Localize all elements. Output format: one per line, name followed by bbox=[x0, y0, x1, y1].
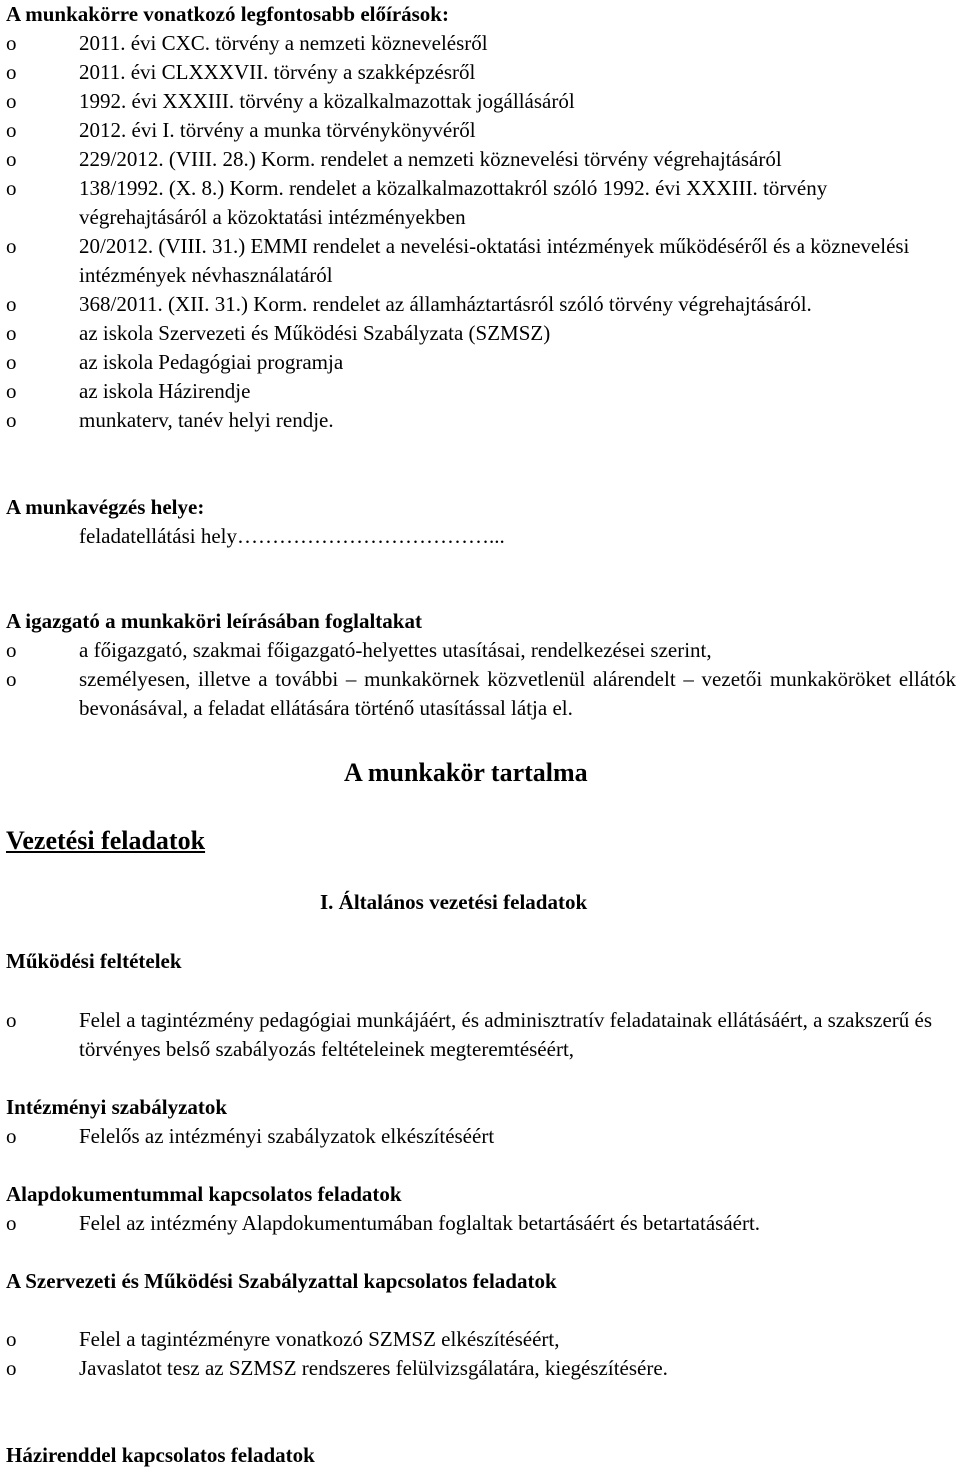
bullet-icon: o bbox=[6, 234, 17, 258]
bullet-icon: o bbox=[6, 638, 17, 662]
director-list bbox=[6, 636, 956, 723]
director-heading: A igazgató a munkaköri leírásában foglaltakat bbox=[6, 609, 422, 633]
founding-list bbox=[6, 1209, 956, 1238]
list-item: o 20/2012. (VIII. 31.) EMMI rendelet a nevelési-oktatási intézmények működéséről és a köznevelési intézmények névhasználatáról bbox=[6, 234, 910, 287]
bullet-icon: o bbox=[6, 176, 17, 200]
bullet-icon: o bbox=[6, 1124, 17, 1148]
workplace-section bbox=[6, 493, 956, 551]
operating-heading: Működési feltételek bbox=[6, 949, 182, 973]
szmsz-list bbox=[6, 1325, 956, 1383]
list-item: o Felel a tagintézményre vonatkozó SZMSZ elkészítéséért, bbox=[6, 1325, 956, 1354]
bullet-icon: o bbox=[6, 1008, 17, 1032]
director-section bbox=[6, 607, 956, 723]
list-item: o Felelős az intézményi szabályzatok elkészítéséért bbox=[6, 1122, 956, 1151]
bullet-icon: o bbox=[6, 1356, 17, 1380]
list-item: o 368/2011. (XII. 31.) Korm. rendelet az államháztartásról szóló törvény végrehajtásáról. bbox=[6, 290, 956, 319]
regulations-heading: Intézményi szabályzatok bbox=[6, 1095, 228, 1119]
list-item: o munkaterv, tanév helyi rendje. bbox=[6, 406, 956, 435]
rules-list bbox=[6, 29, 956, 435]
bullet-icon: o bbox=[6, 321, 17, 345]
list-item: o személyesen, illetve a további – munkakörnek közvetlenül alárendelt – vezetői munkaköröket ellátók bevonásával, a feladat ellátására történő utasítással látja el. bbox=[6, 667, 956, 720]
operating-list bbox=[6, 1006, 956, 1064]
bullet-icon: o bbox=[6, 1211, 17, 1235]
list-item: o 2011. évi CXC. törvény a nemzeti köznevelésről bbox=[6, 29, 956, 58]
bullet-icon: o bbox=[6, 89, 17, 113]
leader-tasks-heading: Vezetési feladatok bbox=[6, 826, 206, 855]
list-item: o 229/2012. (VIII. 28.) Korm. rendelet a nemzeti köznevelési törvény végrehajtásáról bbox=[6, 145, 956, 174]
rules-section bbox=[6, 0, 956, 435]
founding-heading: Alapdokumentummal kapcsolatos feladatok bbox=[6, 1182, 402, 1206]
list-item: o 1992. évi XXXIII. törvény a közalkalmazottak jogállásáról bbox=[6, 87, 956, 116]
list-item: o 2012. évi I. törvény a munka törvénykönyvéről bbox=[6, 116, 956, 145]
bullet-icon: o bbox=[6, 408, 17, 432]
list-item: o Felel az intézmény Alapdokumentumában foglaltak betartásáért és betartatásáért. bbox=[6, 1209, 956, 1238]
bullet-icon: o bbox=[6, 60, 17, 84]
workplace-heading: A munkavégzés helye: bbox=[6, 495, 205, 519]
bullet-icon: o bbox=[6, 1327, 17, 1351]
bullet-icon: o bbox=[6, 147, 17, 171]
bullet-icon: o bbox=[6, 31, 17, 55]
regulations-list bbox=[6, 1122, 956, 1151]
list-item: o 138/1992. (X. 8.) Korm. rendelet a közalkalmazottakról szóló 1992. évi XXXIII. törvény végrehajtásáról a közoktatási intézményekben bbox=[6, 176, 828, 229]
bullet-icon: o bbox=[6, 667, 17, 691]
list-item: o a főigazgató, szakmai főigazgató-helyettes utasításai, rendelkezései szerint, bbox=[6, 636, 956, 665]
list-item: o az iskola Házirendje bbox=[6, 377, 956, 406]
operating-section bbox=[6, 1006, 956, 1064]
bullet-icon: o bbox=[6, 118, 17, 142]
house-rules-heading: Házirenddel kapcsolatos feladatok bbox=[6, 1443, 315, 1467]
list-item: o Felel a tagintézmény pedagógiai munkájáért, és adminisztratív feladatainak ellátásáért, a szakszerű és törvényes belső szabályozás feltételeinek megteremtéséért, bbox=[6, 1008, 933, 1061]
list-item: o az iskola Pedagógiai programja bbox=[6, 348, 956, 377]
workplace-value: feladatellátási hely………………………………... bbox=[79, 524, 505, 548]
regulations-section bbox=[6, 1093, 956, 1151]
szmsz-heading: A Szervezeti és Működési Szabályzattal kapcsolatos feladatok bbox=[6, 1269, 557, 1293]
general-tasks-heading: I. Általános vezetési feladatok bbox=[320, 890, 588, 914]
bullet-icon: o bbox=[6, 292, 17, 316]
bullet-icon: o bbox=[6, 379, 17, 403]
rules-heading: A munkakörre vonatkozó legfontosabb előírások: bbox=[6, 2, 449, 26]
list-item: o Javaslatot tesz az SZMSZ rendszeres felülvizsgálatára, kiegészítésére. bbox=[6, 1354, 956, 1383]
founding-section bbox=[6, 1180, 956, 1238]
list-item: o 2011. évi CLXXXVII. törvény a szakképzésről bbox=[6, 58, 956, 87]
bullet-icon: o bbox=[6, 350, 17, 374]
szmsz-section bbox=[6, 1267, 956, 1383]
content-title: A munkakör tartalma bbox=[344, 758, 588, 787]
list-item: o az iskola Szervezeti és Működési Szabályzata (SZMSZ) bbox=[6, 319, 956, 348]
